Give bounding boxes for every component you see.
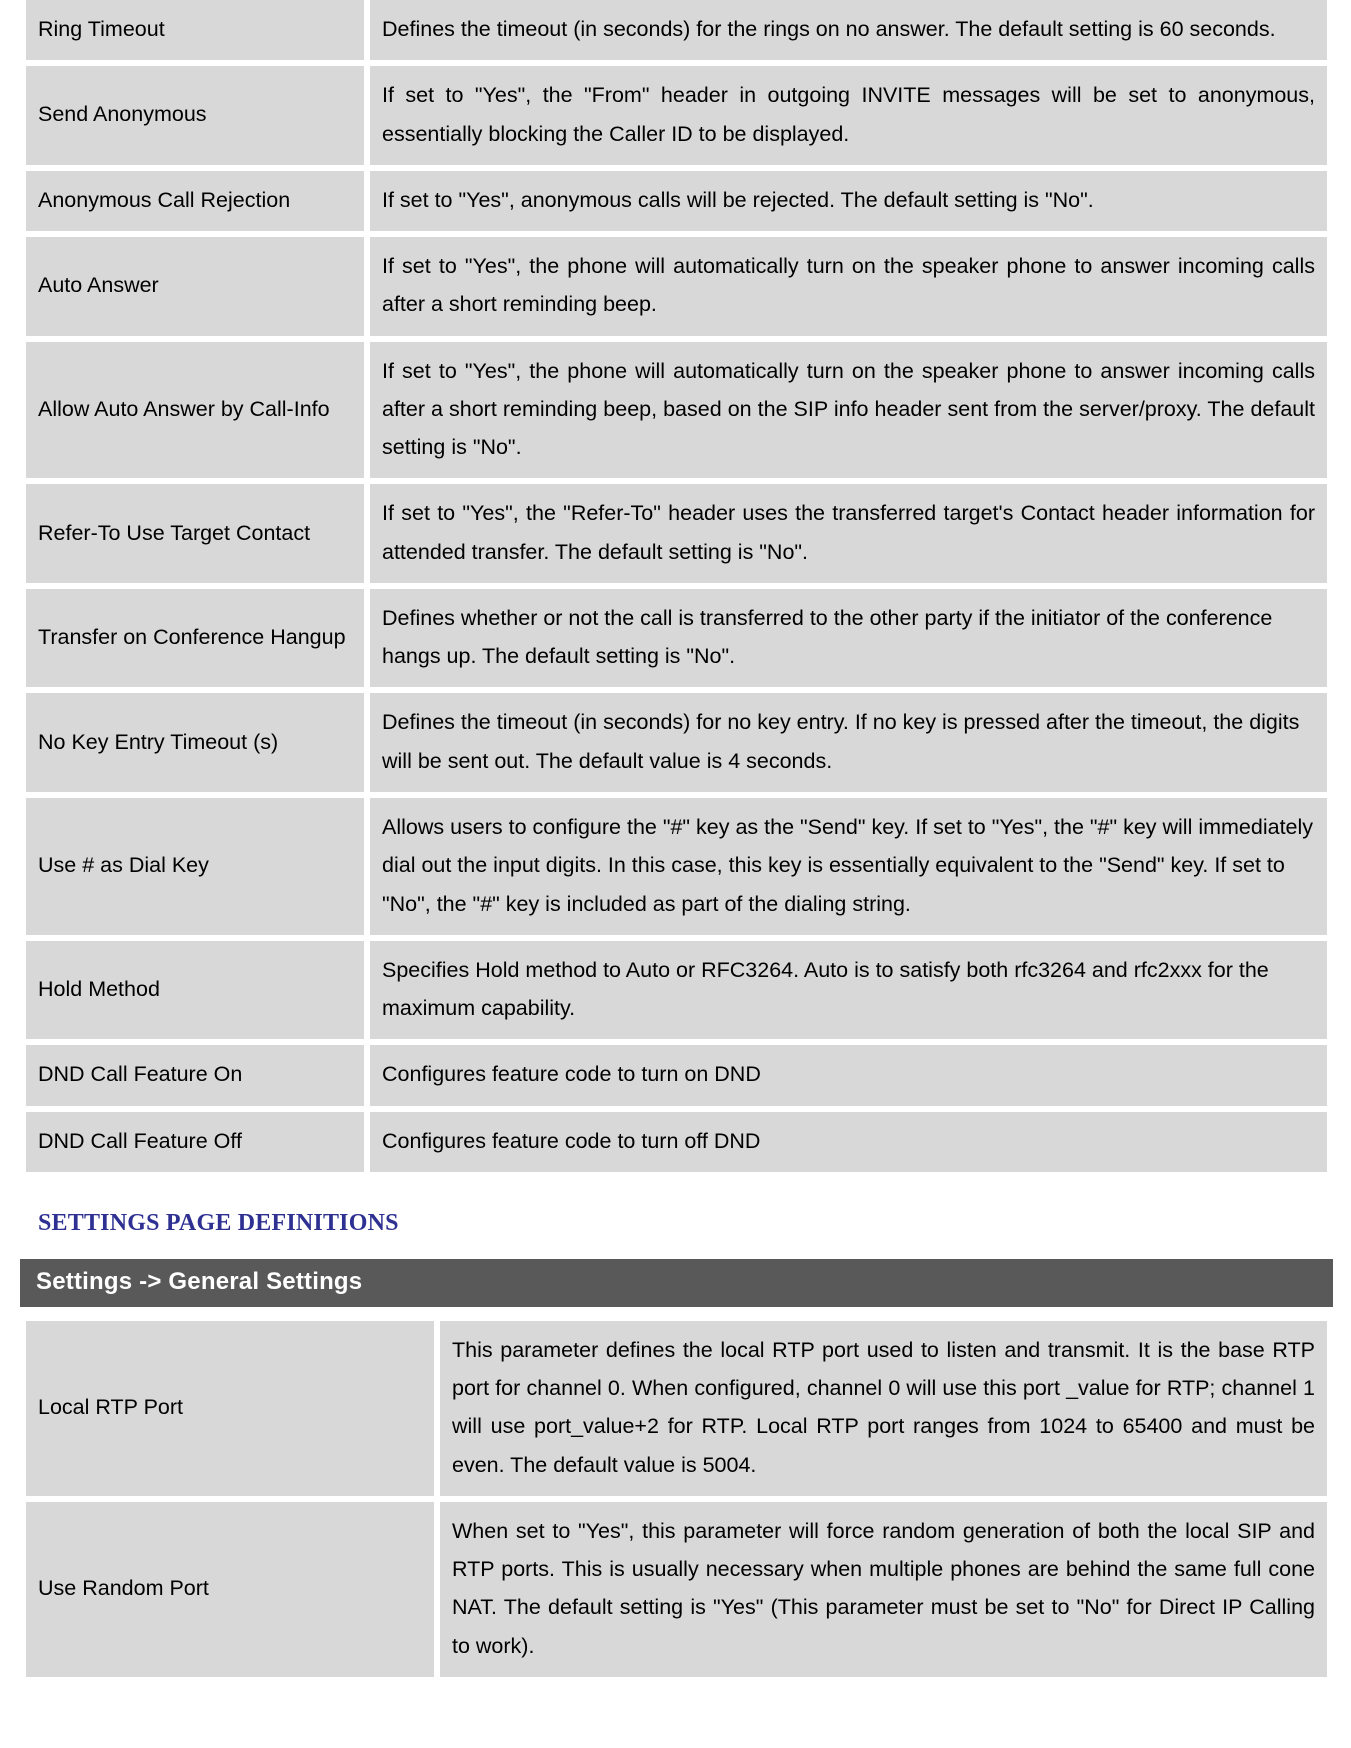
parameter-name-cell: Refer-To Use Target Contact	[26, 484, 364, 583]
table-row	[26, 1502, 1327, 1677]
settings-general-settings-bar: Settings -> General Settings	[20, 1259, 1333, 1307]
parameter-description-cell: If set to "Yes", the phone will automatically turn on the speaker phone to answer incoming calls after a short reminding beep.	[370, 237, 1327, 336]
parameter-description-cell: Configures feature code to turn on DND	[370, 1045, 1327, 1105]
table-row	[26, 589, 1327, 688]
parameter-description-cell: Defines whether or not the call is transferred to the other party if the initiator of the conference hangs up. The default setting is "No".	[370, 589, 1327, 688]
parameter-name-cell: Use # as Dial Key	[26, 798, 364, 935]
parameter-description-cell: If set to "Yes", anonymous calls will be rejected. The default setting is "No".	[370, 171, 1327, 231]
parameter-name-cell: Transfer on Conference Hangup	[26, 589, 364, 688]
table-row	[26, 0, 1327, 60]
parameter-description-cell: If set to "Yes", the "Refer-To" header uses the transferred target's Contact header information for attended transfer. The default setting is "No".	[370, 484, 1327, 583]
parameter-description-cell: Defines the timeout (in seconds) for the rings on no answer. The default setting is 60 seconds.	[370, 0, 1327, 60]
parameter-name-cell: Ring Timeout	[26, 0, 364, 60]
table-row	[26, 171, 1327, 231]
parameter-name-cell: Hold Method	[26, 941, 364, 1040]
table-row	[26, 941, 1327, 1040]
parameter-description-cell: If set to "Yes", the "From" header in outgoing INVITE messages will be set to anonymous, essentially blocking the Caller ID to be displayed.	[370, 66, 1327, 165]
general-settings-definition-table	[20, 1315, 1333, 1683]
table-row	[26, 798, 1327, 935]
table-body	[26, 1321, 1327, 1677]
parameter-description-cell: Configures feature code to turn off DND	[370, 1112, 1327, 1172]
table-body	[26, 0, 1327, 1172]
table-row	[26, 237, 1327, 336]
parameter-description-cell: Allows users to configure the "#" key as the "Send" key. If set to "Yes", the "#" key will immediately dial out the input digits. In this case, this key is essentially equivalent to the "Send" key. If set to "No", the "#" key is included as part of the dialing string.	[370, 798, 1327, 935]
parameter-name-cell: Send Anonymous	[26, 66, 364, 165]
parameter-name-cell: Local RTP Port	[26, 1321, 434, 1496]
parameter-description-cell: When set to "Yes", this parameter will force random generation of both the local SIP and RTP ports. This is usually necessary when multiple phones are behind the same full cone NAT. The default setting is "Yes" (This parameter must be set to "No" for Direct IP Calling to work).	[440, 1502, 1327, 1677]
table-row	[26, 66, 1327, 165]
parameter-name-cell: No Key Entry Timeout (s)	[26, 693, 364, 792]
parameter-description-cell: Specifies Hold method to Auto or RFC3264. Auto is to satisfy both rfc3264 and rfc2xxx for the maximum capability.	[370, 941, 1327, 1040]
table-row	[26, 693, 1327, 792]
parameter-name-cell: DND Call Feature On	[26, 1045, 364, 1105]
parameter-description-cell: Defines the timeout (in seconds) for no key entry. If no key is pressed after the timeout, the digits will be sent out. The default value is 4 seconds.	[370, 693, 1327, 792]
parameter-name-cell: Allow Auto Answer by Call-Info	[26, 342, 364, 479]
table-row	[26, 484, 1327, 583]
parameter-name-cell: Anonymous Call Rejection	[26, 171, 364, 231]
settings-page-definitions-heading: SETTINGS PAGE DEFINITIONS	[38, 1209, 399, 1236]
account-settings-definition-table	[20, 0, 1333, 1178]
parameter-description-cell: If set to "Yes", the phone will automatically turn on the speaker phone to answer incoming calls after a short reminding beep, based on the SIP info header sent from the server/proxy. The default setting is "No".	[370, 342, 1327, 479]
table-row	[26, 1321, 1327, 1496]
parameter-name-cell: DND Call Feature Off	[26, 1112, 364, 1172]
table-row	[26, 1112, 1327, 1172]
table-row	[26, 342, 1327, 479]
parameter-name-cell: Use Random Port	[26, 1502, 434, 1677]
table-row	[26, 1045, 1327, 1105]
parameter-name-cell: Auto Answer	[26, 237, 364, 336]
parameter-description-cell: This parameter defines the local RTP port used to listen and transmit. It is the base RTP port for channel 0. When configured, channel 0 will use this port _value for RTP; channel 1 will use port_value+2 for RTP. Local RTP port ranges from 1024 to 65400 and must be even. The default value is 5004.	[440, 1321, 1327, 1496]
